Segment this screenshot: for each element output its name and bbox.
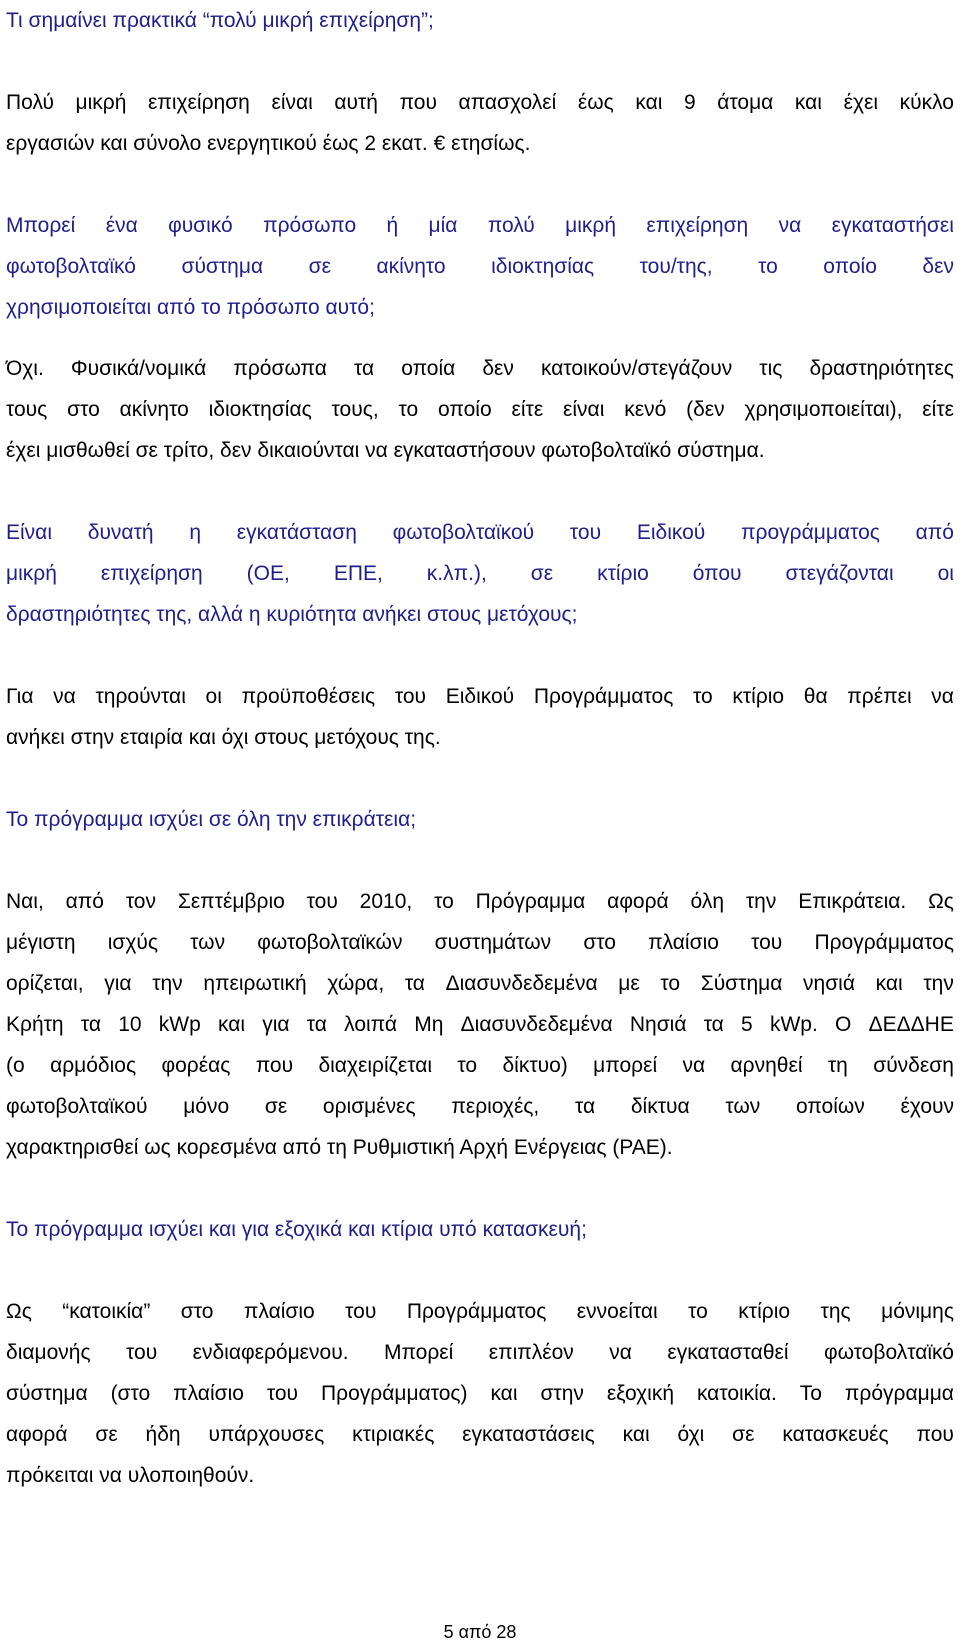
question-line: φωτοβολταϊκό σύστημα σε ακίνητο ιδιοκτησίας του/της, το οποίο δεν (6, 255, 954, 278)
answer-line: αφορά σε ήδη υπάρχουσες κτιριακές εγκαταστάσεις και όχι σε κατασκευές που (6, 1423, 954, 1446)
question-4 (6, 799, 954, 840)
question-line: δραστηριότητες της, αλλά η κυριότητα ανήκει στους μετόχους; (6, 603, 578, 626)
answer-line: Για να τηρούνται οι προϋποθέσεις του Ειδικού Προγράμματος το κτίριο θα πρέπει να (6, 685, 954, 708)
question-line: Είναι δυνατή η εγκατάσταση φωτοβολταϊκού του Ειδικού προγράμματος από (6, 521, 954, 544)
answer-line: εργασιών και σύνολο ενεργητικού έως 2 εκατ. € ετησίως. (6, 132, 531, 155)
answer-line: μέγιστη ισχύς των φωτοβολταϊκών συστημάτων στο πλαίσιο του Προγράμματος (6, 931, 954, 954)
page-number: 5 από 28 (443, 1622, 517, 1642)
question-line: Τι σημαίνει πρακτικά “πολύ μικρή επιχείρηση”; (6, 9, 434, 32)
question-line: Το πρόγραμμα ισχύει σε όλη την επικράτεια; (6, 808, 417, 831)
question-line: Μπορεί ένα φυσικό πρόσωπο ή μία πολύ μικρή επιχείρηση να εγκαταστήσει (6, 214, 954, 237)
answer-1 (6, 82, 954, 164)
answer-2 (6, 348, 954, 471)
answer-line: Κρήτη τα 10 kWp και για τα λοιπά Μη Διασυνδεδεμένα Νησιά τα 5 kWp. Ο ΔΕΔΔΗΕ (6, 1013, 954, 1036)
answer-line: χαρακτηρισθεί ως κορεσμένα από τη Ρυθμιστική Αρχή Ενέργειας (ΡΑΕ). (6, 1136, 673, 1159)
question-line: χρησιμοποιείται από το πρόσωπο αυτό; (6, 296, 375, 319)
answer-line: τους στο ακίνητο ιδιοκτησίας τους, το οποίο είτε είναι κενό (δεν χρησιμοποιείται), είτε (6, 398, 954, 421)
answer-5 (6, 1291, 954, 1496)
answer-line: Πολύ μικρή επιχείρηση είναι αυτή που απασχολεί έως και 9 άτομα και έχει κύκλο (6, 91, 954, 114)
question-1 (6, 0, 954, 41)
question-line: μικρή επιχείρηση (ΟΕ, ΕΠΕ, κ.λπ.), σε κτίριο όπου στεγάζονται οι (6, 562, 954, 585)
answer-3 (6, 676, 954, 758)
question-3 (6, 512, 954, 635)
answer-line: Ως “κατοικία” στο πλαίσιο του Προγράμματος εννοείται το κτίριο της μόνιμης (6, 1300, 954, 1323)
answer-line: έχει μισθωθεί σε τρίτο, δεν δικαιούνται να εγκαταστήσουν φωτοβολταϊκό σύστημα. (6, 439, 765, 462)
answer-line: ανήκει στην εταιρία και όχι στους μετόχους της. (6, 726, 441, 749)
answer-line: ορίζεται, για την ηπειρωτική χώρα, τα Διασυνδεδεμένα με το Σύστημα νησιά και την (6, 972, 954, 995)
question-5 (6, 1209, 954, 1250)
answer-line: διαμονής του ενδιαφερόμενου. Μπορεί επιπλέον να εγκατασταθεί φωτοβολταϊκό (6, 1341, 954, 1364)
answer-line: σύστημα (στο πλαίσιο του Προγράμματος) και στην εξοχική κατοικία. Το πρόγραμμα (6, 1382, 954, 1405)
document-page (6, 0, 954, 1496)
answer-line: πρόκειται να υλοποιηθούν. (6, 1464, 255, 1487)
answer-4 (6, 881, 954, 1168)
question-line: Το πρόγραμμα ισχύει και για εξοχικά και κτίρια υπό κατασκευή; (6, 1218, 587, 1241)
answer-line: Όχι. Φυσικά/νομικά πρόσωπα τα οποία δεν κατοικούν/στεγάζουν τις δραστηριότητες (6, 357, 954, 380)
answer-line: φωτοβολταϊκού μόνο σε ορισμένες περιοχές, τα δίκτυα των οποίων έχουν (6, 1095, 954, 1118)
answer-line: Ναι, από τον Σεπτέμβριο του 2010, το Πρόγραμμα αφορά όλη την Επικράτεια. Ως (6, 890, 954, 913)
answer-line: (ο αρμόδιος φορέας που διαχειρίζεται το δίκτυο) μπορεί να αρνηθεί τη σύνδεση (6, 1054, 954, 1077)
question-2 (6, 205, 954, 328)
